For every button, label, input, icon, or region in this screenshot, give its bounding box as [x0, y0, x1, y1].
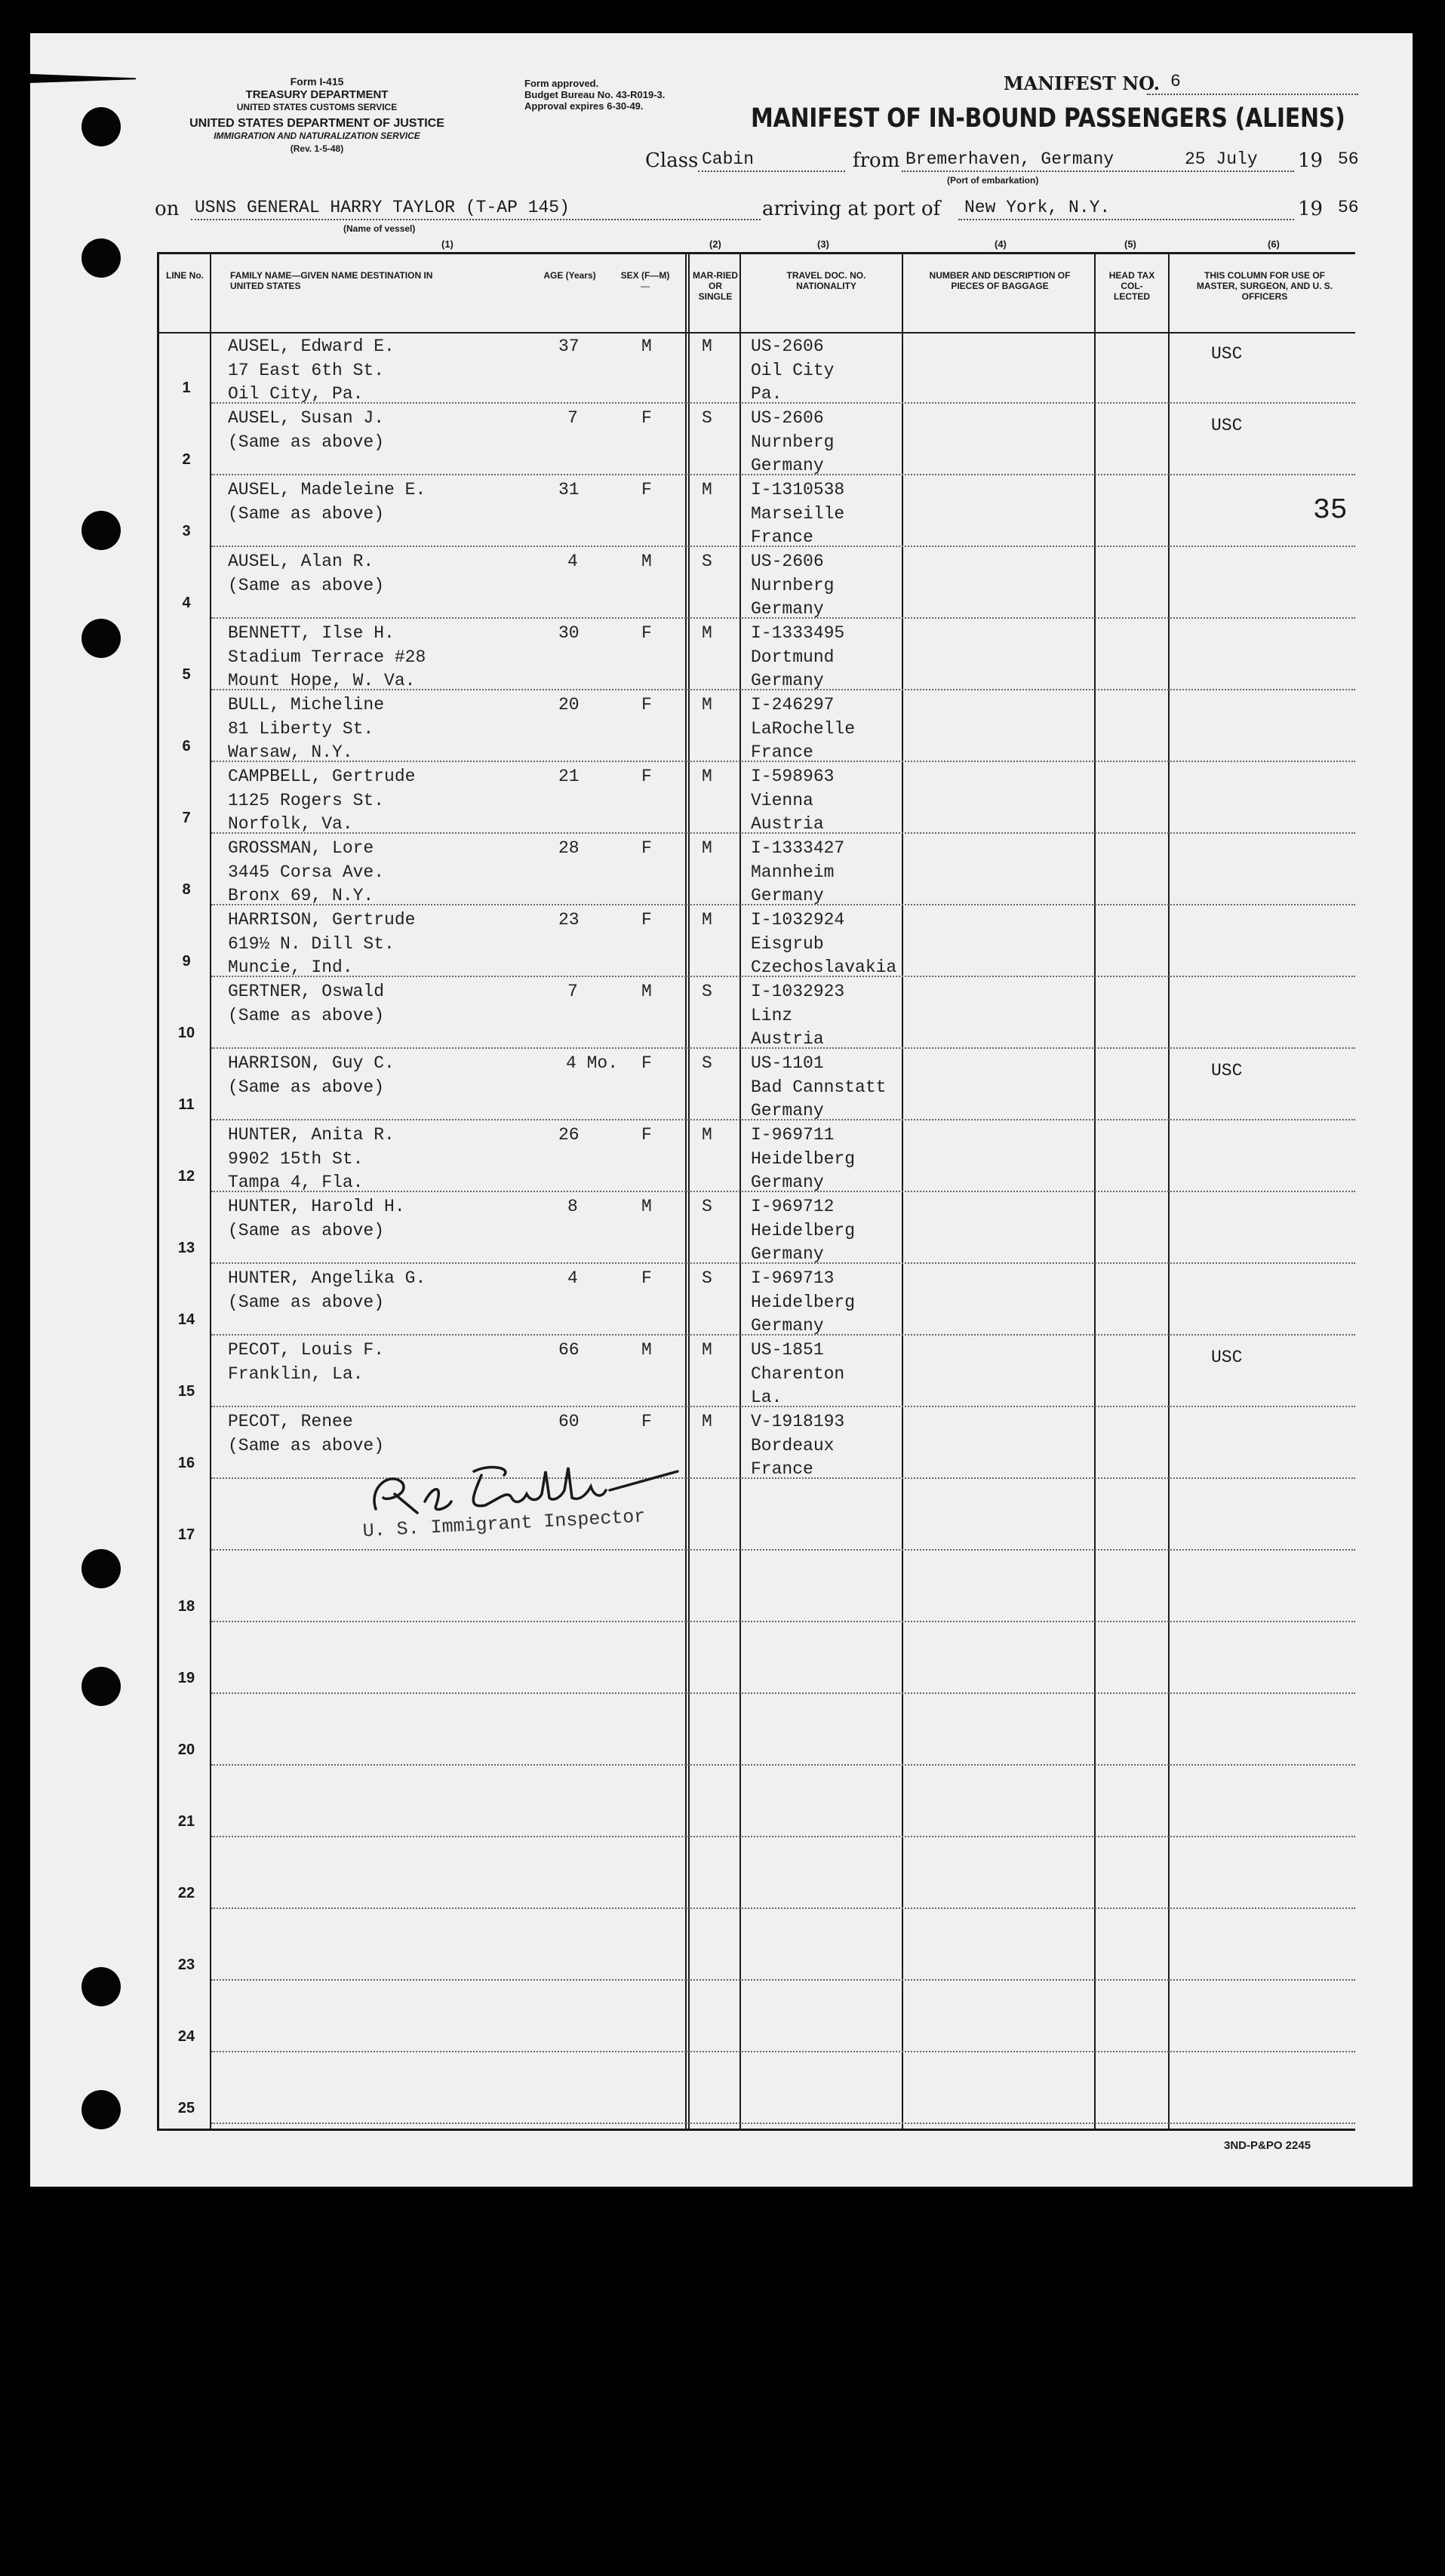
port-embark-caption: (Port of embarkation) [947, 175, 1039, 186]
marital-status: M [702, 695, 712, 715]
table-border [157, 252, 159, 2131]
margin-mark: 35 [1313, 494, 1348, 527]
passenger-age: 8 [567, 1197, 578, 1216]
marital-status: M [702, 767, 712, 786]
passenger-sex: F [641, 480, 652, 500]
line-number: 21 [177, 1813, 195, 1830]
passenger-sex: F [641, 408, 652, 428]
footer-code: 3ND-P&PO 2245 [1224, 2139, 1311, 2152]
marital-status: M [702, 1125, 712, 1145]
travel-doc: I-1333495 Dortmund Germany [751, 623, 845, 690]
line-number: 13 [177, 1240, 195, 1256]
line-number: 14 [177, 1311, 195, 1328]
col-num-4: (4) [995, 238, 1007, 250]
line-number: 11 [178, 1096, 195, 1113]
line-number: 24 [177, 2028, 195, 2045]
col-header-officers: THIS COLUMN FOR USE OF MASTER, SURGEON, AND U. S. OFFICERS [1196, 270, 1333, 302]
passenger-sex: M [641, 1340, 652, 1360]
line-number: 6 [182, 738, 191, 755]
marital-status: S [702, 408, 712, 428]
header-rule [157, 332, 1355, 334]
travel-doc: I-1032923 Linz Austria [751, 982, 845, 1049]
officer-note: USC [1211, 1061, 1243, 1081]
passenger-age: 20 [558, 695, 580, 715]
from-rule [902, 171, 1294, 172]
col-header-headtax: HEAD TAX COL-LECTED [1108, 270, 1155, 302]
travel-doc: US-2606 Nurnberg Germany [751, 408, 835, 475]
passenger-age: 30 [558, 623, 580, 643]
passenger-name: HUNTER, Anita R. 9902 15th St. Tampa 4, Fla. [228, 1125, 395, 1192]
passenger-name: HARRISON, Gertrude 619½ N. Dill St. Muncie, Ind. [228, 910, 416, 977]
passenger-sex: M [641, 1197, 652, 1216]
travel-doc: I-969712 Heidelberg Germany [751, 1197, 856, 1264]
passenger-age: 7 [567, 408, 578, 428]
passenger-name: PECOT, Louis F. Franklin, La. [228, 1340, 385, 1384]
row-rule [211, 1907, 1355, 1909]
col-header-line: LINE No. [166, 270, 204, 281]
marital-status: S [702, 1053, 712, 1073]
passenger-age: 7 [567, 982, 578, 1001]
line-number: 23 [177, 1957, 195, 1973]
passenger-sex: F [641, 838, 652, 858]
passenger-sex: F [641, 910, 652, 930]
col-header-baggage: NUMBER AND DESCRIPTION OF PIECES OF BAGGAGE [929, 270, 1071, 291]
passenger-age: 31 [558, 480, 580, 500]
line-number: 1 [182, 380, 191, 396]
agency-block [151, 75, 483, 155]
punch-hole [81, 619, 121, 658]
line-number: 7 [182, 810, 191, 826]
marital-status: S [702, 552, 712, 571]
from-label: from [853, 149, 900, 172]
col-header-sex [619, 270, 672, 291]
travel-doc: V-1918193 Bordeaux France [751, 1412, 845, 1479]
passenger-age: 4 Mo. [566, 1053, 619, 1073]
travel-doc: I-969713 Heidelberg Germany [751, 1268, 856, 1336]
year-prefix: 19 [1298, 149, 1324, 172]
arriving-label: arriving at port of [762, 198, 941, 220]
passenger-sex: M [641, 552, 652, 571]
approval-line-3: Approval expires 6-30-49. [524, 100, 644, 112]
line-number: 17 [177, 1526, 195, 1543]
row-rule [211, 2051, 1355, 2052]
line-number: 8 [182, 881, 191, 898]
line-number: 9 [182, 953, 191, 970]
justice-dept: UNITED STATES DEPARTMENT OF JUSTICE [189, 117, 444, 130]
punch-hole [81, 1967, 121, 2006]
passenger-sex: F [641, 1125, 652, 1145]
line-number: 25 [177, 2100, 195, 2116]
passenger-age: 23 [558, 910, 580, 930]
travel-doc: I-1310538 Marseille France [751, 480, 845, 547]
manifest-rule [1147, 94, 1358, 95]
approval-line-2: Budget Bureau No. 43-R019-3. [524, 89, 666, 100]
on-label: on [155, 198, 180, 220]
line-number: 2 [182, 451, 191, 468]
vessel-caption: (Name of vessel) [343, 223, 416, 234]
col-num-3: (3) [817, 238, 829, 250]
line-number: 4 [182, 595, 191, 611]
col-num-1: (1) [441, 238, 453, 250]
ins-service: IMMIGRATION AND NATURALIZATION SERVICE [214, 131, 420, 141]
col-num-6: (6) [1268, 238, 1280, 250]
passenger-name: PECOT, Renee (Same as above) [228, 1412, 385, 1456]
col-header-married: MAR-RIED OR SINGLE [693, 270, 738, 302]
punch-hole [81, 2090, 121, 2129]
passenger-sex: M [641, 982, 652, 1001]
passenger-age: 66 [558, 1340, 580, 1360]
line-number: 22 [177, 1885, 195, 1901]
arrival-rule [958, 219, 1294, 220]
passenger-name: AUSEL, Susan J. (Same as above) [228, 408, 385, 452]
passenger-name: BULL, Micheline 81 Liberty St. Warsaw, N.Y. [228, 695, 385, 762]
marital-status: M [702, 910, 712, 930]
treasury-dept: TREASURY DEPARTMENT [245, 88, 389, 101]
passenger-name: HARRISON, Guy C. (Same as above) [228, 1053, 395, 1097]
punch-hole [81, 107, 121, 146]
travel-doc: I-598963 Vienna Austria [751, 767, 835, 834]
col-num-2: (2) [709, 238, 721, 250]
class-rule [698, 171, 845, 172]
line-number: 5 [182, 666, 191, 683]
passenger-age: 28 [558, 838, 580, 858]
passenger-age: 21 [558, 767, 580, 786]
row-rule [211, 1764, 1355, 1766]
class-value: Cabin [702, 149, 755, 169]
passenger-name: CAMPBELL, Gertrude 1125 Rogers St. Norfolk, Va. [228, 767, 416, 834]
col-num-5: (5) [1124, 238, 1136, 250]
passenger-name: HUNTER, Harold H. (Same as above) [228, 1197, 405, 1240]
col-header-travel: TRAVEL DOC. NO. NATIONALITY [786, 270, 866, 291]
row-rule [211, 1621, 1355, 1622]
form-number: Form I-415 [290, 75, 344, 88]
manifest-label: MANIFEST NO. [1004, 72, 1161, 94]
manifest-value: 6 [1170, 72, 1181, 91]
passenger-sex: M [641, 337, 652, 356]
marital-status: M [702, 623, 712, 643]
col-header-name: FAMILY NAME—GIVEN NAME DESTINATION IN UNITED STATES [230, 270, 433, 291]
passenger-name: AUSEL, Alan R. (Same as above) [228, 552, 385, 595]
travel-doc: I-969711 Heidelberg Germany [751, 1125, 856, 1192]
passenger-sex: F [641, 695, 652, 715]
line-number: 3 [182, 523, 191, 539]
passenger-age: 37 [558, 337, 580, 356]
arrival-port: New York, N.Y. [964, 198, 1111, 217]
travel-doc: US-2606 Nurnberg Germany [751, 552, 835, 619]
officer-note: USC [1211, 1348, 1243, 1367]
row-rule [211, 2123, 1355, 2124]
approval-line-1: Form approved. [524, 78, 599, 89]
line-number: 20 [177, 1741, 195, 1758]
inspector-stamp: U. S. Immigrant Inspector [362, 1505, 647, 1542]
travel-doc: US-1851 Charenton La. [751, 1340, 845, 1407]
passenger-sex: F [641, 1268, 652, 1288]
marital-status: S [702, 1197, 712, 1216]
class-label: Class [645, 149, 699, 172]
marital-status: M [702, 480, 712, 500]
approval-block [524, 78, 665, 112]
punch-hole [81, 1667, 121, 1706]
customs-service: UNITED STATES CUSTOMS SERVICE [236, 102, 398, 112]
line-number: 16 [177, 1455, 195, 1471]
marital-status: M [702, 337, 712, 356]
embark-port: Bremerhaven, Germany [905, 149, 1114, 169]
passenger-name: AUSEL, Madeleine E. (Same as above) [228, 480, 426, 524]
passenger-age: 26 [558, 1125, 580, 1145]
row-rule [211, 1692, 1355, 1694]
passenger-age: 60 [558, 1412, 580, 1431]
punch-hole [81, 1549, 121, 1588]
col-header-sex-dash: — [641, 281, 650, 291]
manifest-number [1004, 72, 1181, 95]
travel-doc: US-2606 Oil City Pa. [751, 337, 835, 404]
line-number: 10 [177, 1025, 195, 1041]
passenger-name: GROSSMAN, Lore 3445 Corsa Ave. Bronx 69, N.Y. [228, 838, 385, 905]
col-header-age: AGE (Years) [543, 270, 596, 281]
passenger-sex: F [641, 1053, 652, 1073]
punch-hole [81, 511, 121, 550]
vessel-rule [191, 219, 761, 220]
punch-hole [81, 238, 121, 278]
line-number: 18 [177, 1598, 195, 1615]
passenger-age: 4 [567, 1268, 578, 1288]
col-header-sex-label: SEX (F—M) [620, 270, 670, 281]
year-value-2: 56 [1338, 198, 1359, 217]
row-rule [211, 1979, 1355, 1981]
marital-status: S [702, 1268, 712, 1288]
row-rule [211, 1549, 1355, 1551]
marital-status: M [702, 838, 712, 858]
passenger-sex: F [641, 1412, 652, 1431]
travel-doc: I-246297 LaRochelle France [751, 695, 856, 762]
revision: (Rev. 1-5-48) [290, 143, 344, 154]
page-title: MANIFEST OF IN-BOUND PASSENGERS (ALIENS) [751, 103, 1345, 134]
marital-status: M [702, 1412, 712, 1431]
passenger-name: GERTNER, Oswald (Same as above) [228, 982, 385, 1025]
line-number: 12 [177, 1168, 195, 1185]
officer-note: USC [1211, 416, 1243, 435]
travel-doc: US-1101 Bad Cannstatt Germany [751, 1053, 887, 1120]
passenger-age: 4 [567, 552, 578, 571]
year-value: 56 [1338, 149, 1359, 169]
row-rule [211, 1836, 1355, 1837]
line-number: 19 [177, 1670, 195, 1686]
passenger-name: BENNETT, Ilse H. Stadium Terrace #28 Mount Hope, W. Va. [228, 623, 426, 690]
marital-status: S [702, 982, 712, 1001]
marital-status: M [702, 1340, 712, 1360]
passenger-sex: F [641, 623, 652, 643]
vessel-name: USNS GENERAL HARRY TAYLOR (T-AP 145) [195, 198, 570, 217]
passenger-name: AUSEL, Edward E. 17 East 6th St. Oil City, Pa. [228, 337, 395, 404]
travel-doc: I-1333427 Mannheim Germany [751, 838, 845, 905]
embark-date: 25 July [1185, 149, 1258, 169]
year-prefix-2: 19 [1298, 198, 1324, 220]
line-number: 15 [177, 1383, 195, 1400]
passenger-sex: F [641, 767, 652, 786]
passenger-name: HUNTER, Angelika G. (Same as above) [228, 1268, 426, 1312]
travel-doc: I-1032924 Eisgrub Czechoslavakia [751, 910, 897, 977]
officer-note: USC [1211, 344, 1243, 364]
